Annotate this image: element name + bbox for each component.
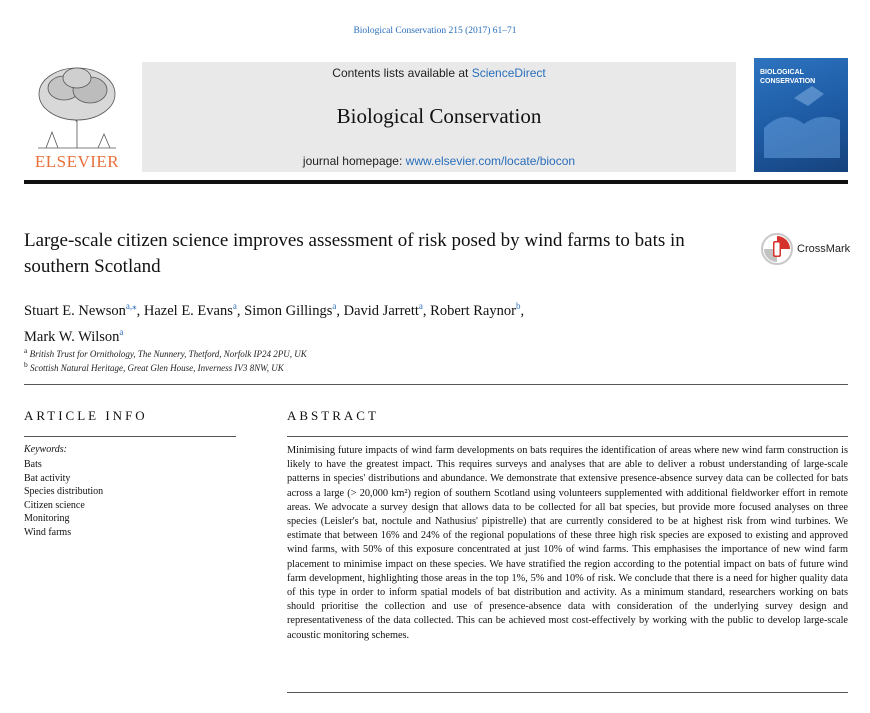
cover-title-line1: BIOLOGICAL (760, 69, 804, 76)
author-affiliation-mark[interactable]: a (232, 301, 237, 311)
journal-title: Biological Conservation (336, 104, 542, 128)
keyword-item: Bats (24, 459, 42, 470)
author-affiliation-mark[interactable]: b (515, 301, 521, 311)
homepage-link[interactable]: www.elsevier.com/locate/biocon (405, 154, 576, 168)
author-name[interactable]: Mark W. Wilson (24, 328, 120, 345)
affiliation-mark: a (24, 346, 28, 355)
keyword-item: Citizen science (24, 499, 85, 511)
journal-citation[interactable]: Biological Conservation 215 (2017) 61–71 (353, 26, 517, 36)
affiliation-text: British Trust for Ornithology, The Nunnery, Thetford, Norfolk IP24 2PU, UK (29, 349, 307, 359)
cover-title (760, 68, 844, 86)
author-affiliation-mark[interactable]: a (418, 301, 423, 311)
author-list: Stuart E. Newson$^{a,⁎}$, Hazel E. Evans$^a$, Simon Gillings$^a$, David Jarrett$^a$, Robert Raynor$^b$, Mark W. Wilson$^a$ (24, 301, 525, 345)
affiliation-text: Scottish Natural Heritage, Great Glen House, Inverness IV3 8NW, UK (30, 363, 284, 373)
affiliation-mark: b (24, 360, 28, 369)
keyword-item: Species distribution (24, 486, 104, 498)
keywords-label: Keywords: (24, 444, 67, 455)
author-affiliation-mark[interactable]: a (332, 301, 337, 311)
author-name[interactable]: Hazel E. Evans (143, 302, 233, 319)
contents-prefix: Contents lists available at (332, 66, 472, 80)
author-name[interactable]: Stuart E. Newson (24, 302, 126, 319)
article-info-heading: ARTICLE INFO (24, 408, 148, 423)
keyword-item: Monitoring (24, 513, 70, 525)
affiliation (24, 346, 307, 359)
divider (287, 692, 848, 693)
abstract-body: Minimising future impacts of wind farm developments on bats requires the identification of areas where new wind farm construction is likely to have the greatest impact. This requires surveys and analyses that are able to deliver a robust understanding of large-scale patterns in species' distributions and abundance. We demonstrate that extensive presence-absence survey data can be collected for bats across a large (> 20,000 km²) region of southern Scotland using volunteers supplemented with additional fieldworker effort in remote areas. We advocate a survey design that allows data to be collected for all bat species, but provide more focused analyses on three species (Leisler's bat, noctule and Nathusius' pipistrelle) that are currently considered to be at highest risk from wind turbines. We estimate that between 16% and 24% of the regional populations of these three high risk species are exposed to existing and approved wind farms, with 50% of this exposure concentrated at just 10% of wind farms. This emphasises the importance of new wind farm placement to minimise impact on these species. We have stratified the region according to the potential impact on bats of future wind farm development, highlighting those areas in the top 1%, 5% and 10% of risk. We conclude that there is a need for higher quality data of this type in order to inform spatial models of bat distribution and activity. As a minimum standard, researchers working on bats should prioritise the collection and use of presence-absence data with consideration of the underlying survey design and representativeness of the data collected. This can be achieved most cost-effectively by working with the public to develop large-scale acoustic monitoring schemes. (287, 445, 848, 641)
homepage-prefix: journal homepage: (302, 154, 406, 168)
homepage-line (142, 154, 736, 168)
header-rule (24, 180, 848, 184)
elsevier-wordmark: ELSEVIER (34, 152, 120, 171)
affiliation (24, 360, 284, 373)
cover-title-line2: CONSERVATION (760, 78, 816, 85)
divider (24, 436, 236, 437)
article-title: Large-scale citizen science improves assessment of risk posed by wind farms to bats in southern Scotland (24, 230, 685, 277)
author-name[interactable]: Simon Gillings (244, 302, 333, 319)
abstract-heading: ABSTRACT (287, 408, 379, 423)
keyword-item: Wind farms (24, 526, 72, 538)
sciencedirect-link[interactable]: ScienceDirect (471, 66, 546, 80)
keywords-list (24, 458, 103, 540)
author-name[interactable]: Robert Raynor (430, 302, 516, 319)
divider (287, 436, 848, 437)
crossmark-label[interactable]: CrossMark (797, 243, 851, 255)
keyword-item: Bat activity (24, 472, 71, 484)
crossmark-icon (760, 232, 794, 266)
divider (24, 384, 848, 385)
author-name[interactable]: David Jarrett (343, 302, 419, 319)
author-affiliation-mark[interactable]: a (119, 326, 124, 337)
author-affiliation-mark[interactable]: a,⁎ (125, 301, 137, 311)
contents-line (142, 66, 736, 80)
